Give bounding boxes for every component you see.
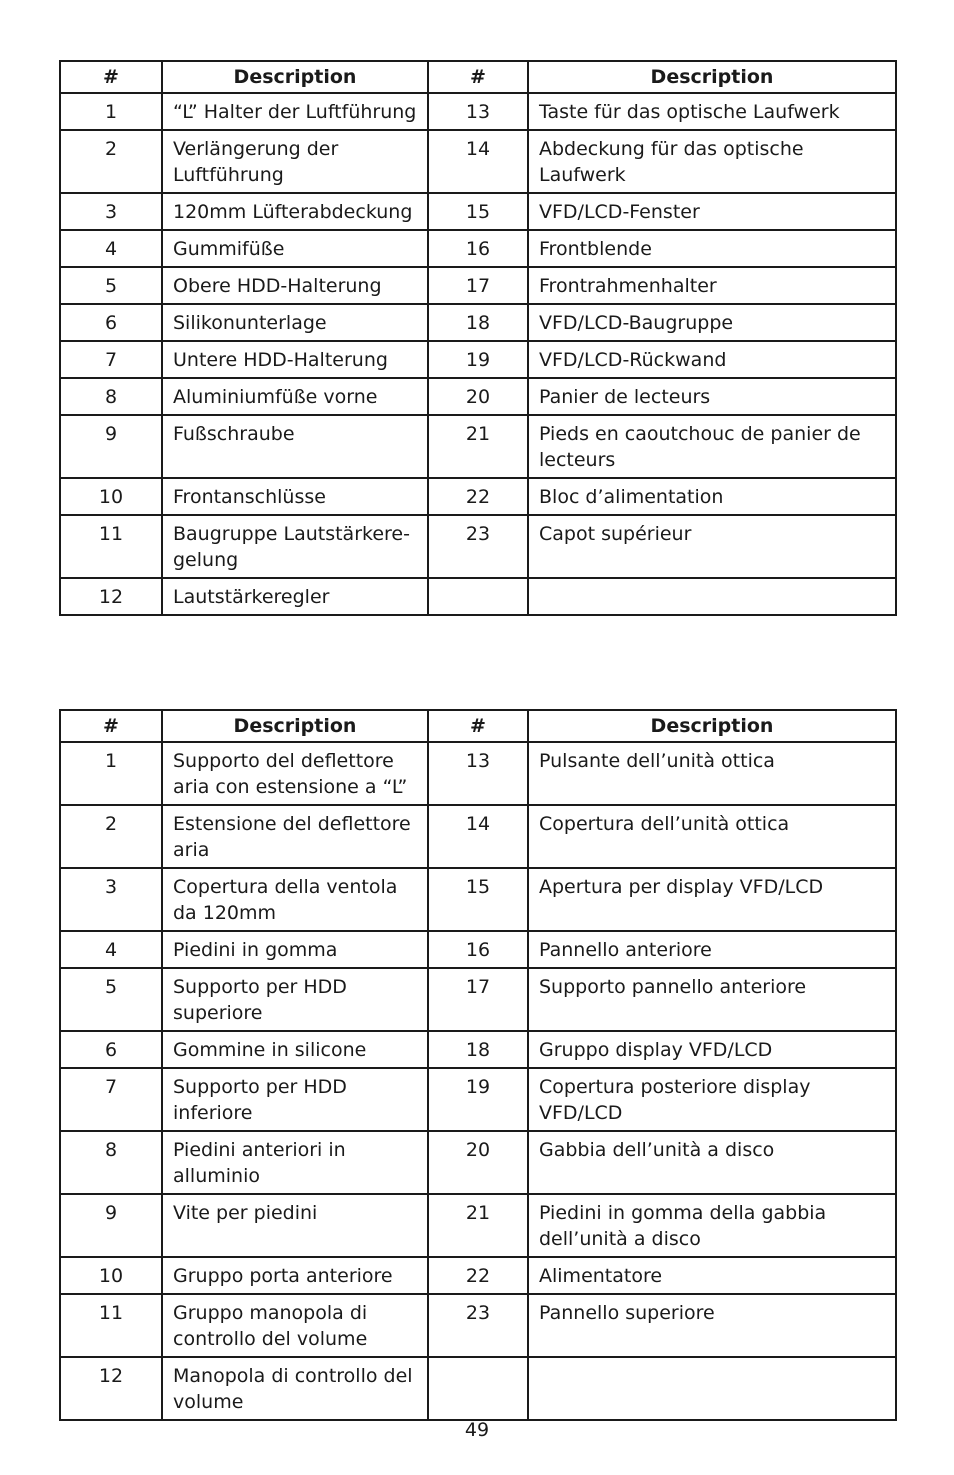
table-row — [60, 1357, 896, 1420]
part-number: 20 — [428, 378, 528, 415]
header-number: # — [428, 710, 528, 742]
part-description: Gabbia dell’unità a disco — [528, 1131, 896, 1194]
part-description: Aluminiumfüße vorne — [162, 378, 428, 415]
part-description: Alimentatore — [528, 1257, 896, 1294]
page-number: 49 — [464, 1419, 490, 1441]
part-description: Gommine in silicone — [162, 1031, 428, 1068]
part-description: Copertura dell’unità ottica — [528, 805, 896, 868]
table-row — [60, 1294, 896, 1357]
part-description: Supporto per HDD superiore — [162, 968, 428, 1031]
part-description: “L” Halter der Luftführung — [162, 93, 428, 130]
part-description: Estensione del deflettore aria — [162, 805, 428, 868]
part-number: 17 — [428, 267, 528, 304]
header-description: Description — [162, 710, 428, 742]
part-number: 11 — [60, 1294, 162, 1357]
part-number: 3 — [60, 868, 162, 931]
part-description: 120mm Lüfterabdeckung — [162, 193, 428, 230]
part-description: Lautstärkeregler — [162, 578, 428, 615]
part-number: 20 — [428, 1131, 528, 1194]
table-row — [60, 478, 896, 515]
part-number: 14 — [428, 805, 528, 868]
part-number: 23 — [428, 1294, 528, 1357]
part-description: Capot supérieur — [528, 515, 896, 578]
part-description: Fußschraube — [162, 415, 428, 478]
part-number: 2 — [60, 805, 162, 868]
part-description: Supporto per HDD inferiore — [162, 1068, 428, 1131]
part-number: 1 — [60, 93, 162, 130]
part-description: Apertura per display VFD/LCD — [528, 868, 896, 931]
header-number: # — [428, 61, 528, 93]
part-description: Pannello superiore — [528, 1294, 896, 1357]
part-description: Pulsante dell’unità ottica — [528, 742, 896, 805]
part-number: 4 — [60, 931, 162, 968]
part-description: Piedini in gomma — [162, 931, 428, 968]
part-number: 23 — [428, 515, 528, 578]
part-number: 1 — [60, 742, 162, 805]
table-row — [60, 868, 896, 931]
part-description: Verlängerung der Luftführung — [162, 130, 428, 193]
part-number: 9 — [60, 415, 162, 478]
table-row — [60, 805, 896, 868]
table-row — [60, 515, 896, 578]
table-row — [60, 1068, 896, 1131]
table-row — [60, 267, 896, 304]
part-number: 21 — [428, 415, 528, 478]
part-description: VFD/LCD-Baugruppe — [528, 304, 896, 341]
table-header-row — [60, 710, 896, 742]
header-description: Description — [528, 710, 896, 742]
parts-table-italian — [59, 709, 897, 1421]
table-row — [60, 968, 896, 1031]
part-description: Vite per piedini — [162, 1194, 428, 1257]
part-description: Gruppo porta anteriore — [162, 1257, 428, 1294]
part-description: Supporto del deflettore aria con estensione a “L” — [162, 742, 428, 805]
part-number: 8 — [60, 378, 162, 415]
part-number: 18 — [428, 1031, 528, 1068]
table-row — [60, 130, 896, 193]
part-number: 19 — [428, 1068, 528, 1131]
table-row — [60, 93, 896, 130]
part-description: Silikonunterlage — [162, 304, 428, 341]
part-description: Frontrahmenhalter — [528, 267, 896, 304]
part-description: Untere HDD-Halterung — [162, 341, 428, 378]
table-row — [60, 193, 896, 230]
part-number: 8 — [60, 1131, 162, 1194]
part-description: Copertura della ventola da 120mm — [162, 868, 428, 931]
header-number: # — [60, 61, 162, 93]
table-row — [60, 1194, 896, 1257]
part-number: 10 — [60, 478, 162, 515]
part-description: Supporto pannello anteriore — [528, 968, 896, 1031]
table-row — [60, 1031, 896, 1068]
part-description: Frontblende — [528, 230, 896, 267]
part-number: 5 — [60, 968, 162, 1031]
part-description: Frontanschlüsse — [162, 478, 428, 515]
table-row — [60, 1131, 896, 1194]
part-number: 14 — [428, 130, 528, 193]
table-row — [60, 378, 896, 415]
part-number: 19 — [428, 341, 528, 378]
table-row — [60, 304, 896, 341]
part-number: 13 — [428, 742, 528, 805]
part-number: 7 — [60, 341, 162, 378]
part-number: 4 — [60, 230, 162, 267]
part-description: Gruppo manopola di controllo del volume — [162, 1294, 428, 1357]
part-description: VFD/LCD-Fenster — [528, 193, 896, 230]
part-description: Piedini in gomma della gabbia dell’unità a disco — [528, 1194, 896, 1257]
part-number: 7 — [60, 1068, 162, 1131]
part-description: VFD/LCD-Rückwand — [528, 341, 896, 378]
table-row — [60, 742, 896, 805]
part-number: 13 — [428, 93, 528, 130]
table-row — [60, 578, 896, 615]
part-number: 12 — [60, 578, 162, 615]
table-row — [60, 230, 896, 267]
part-number: 17 — [428, 968, 528, 1031]
part-description: Pieds en caoutchouc de panier de lecteurs — [528, 415, 896, 478]
part-number: 15 — [428, 193, 528, 230]
header-description: Description — [162, 61, 428, 93]
part-number: 15 — [428, 868, 528, 931]
part-number: 5 — [60, 267, 162, 304]
part-description: Gummifüße — [162, 230, 428, 267]
part-number: 16 — [428, 230, 528, 267]
part-number: 10 — [60, 1257, 162, 1294]
table-header-row — [60, 61, 896, 93]
part-description: Manopola di controllo del volume — [162, 1357, 428, 1420]
part-number: 2 — [60, 130, 162, 193]
part-description — [528, 578, 896, 615]
part-description: Obere HDD-Halterung — [162, 267, 428, 304]
part-number: 22 — [428, 478, 528, 515]
part-description: Taste für das optische Laufwerk — [528, 93, 896, 130]
table-row — [60, 931, 896, 968]
part-number — [428, 1357, 528, 1420]
table-row — [60, 415, 896, 478]
header-number: # — [60, 710, 162, 742]
part-number: 6 — [60, 1031, 162, 1068]
part-description: Gruppo display VFD/LCD — [528, 1031, 896, 1068]
part-number: 6 — [60, 304, 162, 341]
part-number: 9 — [60, 1194, 162, 1257]
part-number: 11 — [60, 515, 162, 578]
part-number — [428, 578, 528, 615]
part-number: 22 — [428, 1257, 528, 1294]
part-description — [528, 1357, 896, 1420]
part-number: 16 — [428, 931, 528, 968]
table-row — [60, 1257, 896, 1294]
part-number: 21 — [428, 1194, 528, 1257]
part-number: 3 — [60, 193, 162, 230]
part-number: 12 — [60, 1357, 162, 1420]
part-description: Bloc d’alimentation — [528, 478, 896, 515]
part-description: Piedini anteriori in alluminio — [162, 1131, 428, 1194]
part-description: Baugruppe Lautstärkere-gelung — [162, 515, 428, 578]
part-description: Pannello anteriore — [528, 931, 896, 968]
part-number: 18 — [428, 304, 528, 341]
header-description: Description — [528, 61, 896, 93]
part-description: Abdeckung für das optische Laufwerk — [528, 130, 896, 193]
table-row — [60, 341, 896, 378]
part-description: Copertura posteriore display VFD/LCD — [528, 1068, 896, 1131]
part-description: Panier de lecteurs — [528, 378, 896, 415]
parts-table-german — [59, 60, 897, 616]
